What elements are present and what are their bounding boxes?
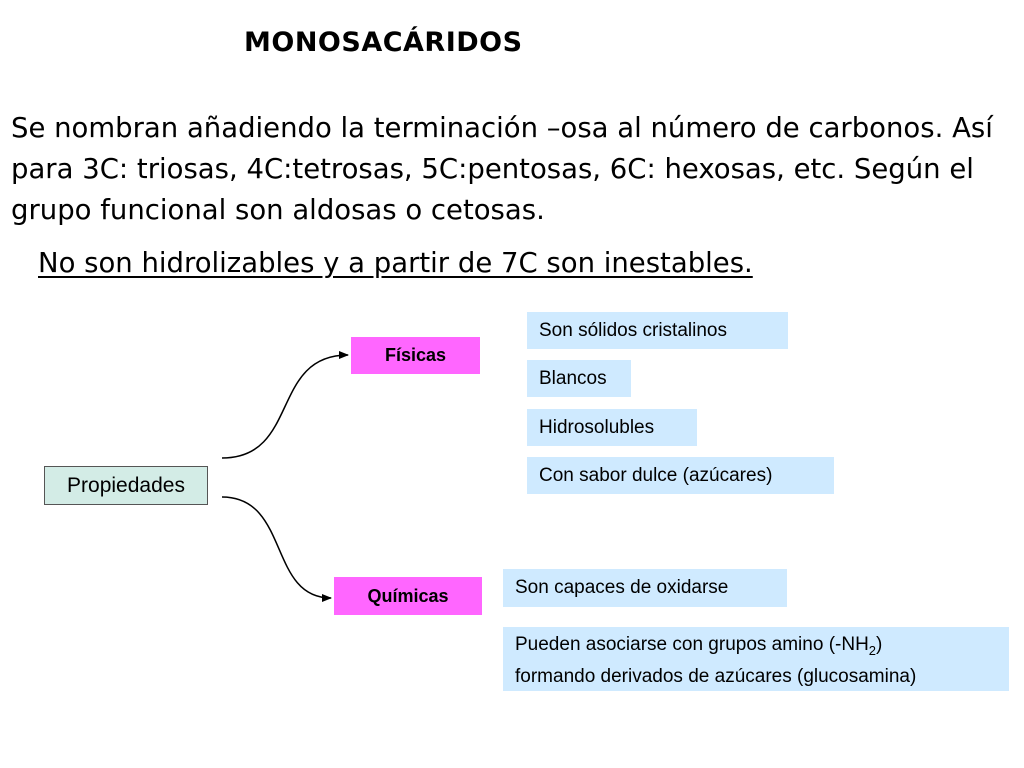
- quimicas-node: Químicas: [334, 577, 482, 615]
- arrow-to-quimicas: [222, 497, 331, 598]
- chemical-item-line1: Pueden asociarse con grupos amino $(-NH_2)$: [515, 634, 883, 658]
- underlined-statement: No son hidrolizables y a partir de 7C son inestables.: [38, 247, 753, 279]
- fisicas-node: Físicas: [351, 337, 480, 374]
- propiedades-node: Propiedades: [44, 466, 208, 505]
- chemical-item-oxidarse: Son capaces de oxidarse: [503, 569, 787, 607]
- physical-item-solidos: Son sólidos cristalinos: [527, 312, 788, 349]
- arrow-to-fisicas: [222, 355, 348, 458]
- intro-paragraph: Se nombran añadiendo la terminación –osa al número de carbonos. Así para 3C: triosas, 4C:tetrosas, 5C:pentosas, 6C: hexosas, etc. Según el grupo funcional son aldosas o cetosas.: [11, 112, 993, 226]
- physical-item-hidrosolubles: Hidrosolubles: [527, 409, 697, 446]
- chemical-item-grupos-amino: [503, 627, 1009, 691]
- chemical-item-line2: formando derivados de azúcares (glucosamina): [515, 665, 917, 687]
- physical-item-blancos: Blancos: [527, 360, 631, 397]
- physical-item-sabor-dulce: Con sabor dulce (azúcares): [527, 457, 834, 494]
- slide-title: MONOSACÁRIDOS: [244, 27, 523, 58]
